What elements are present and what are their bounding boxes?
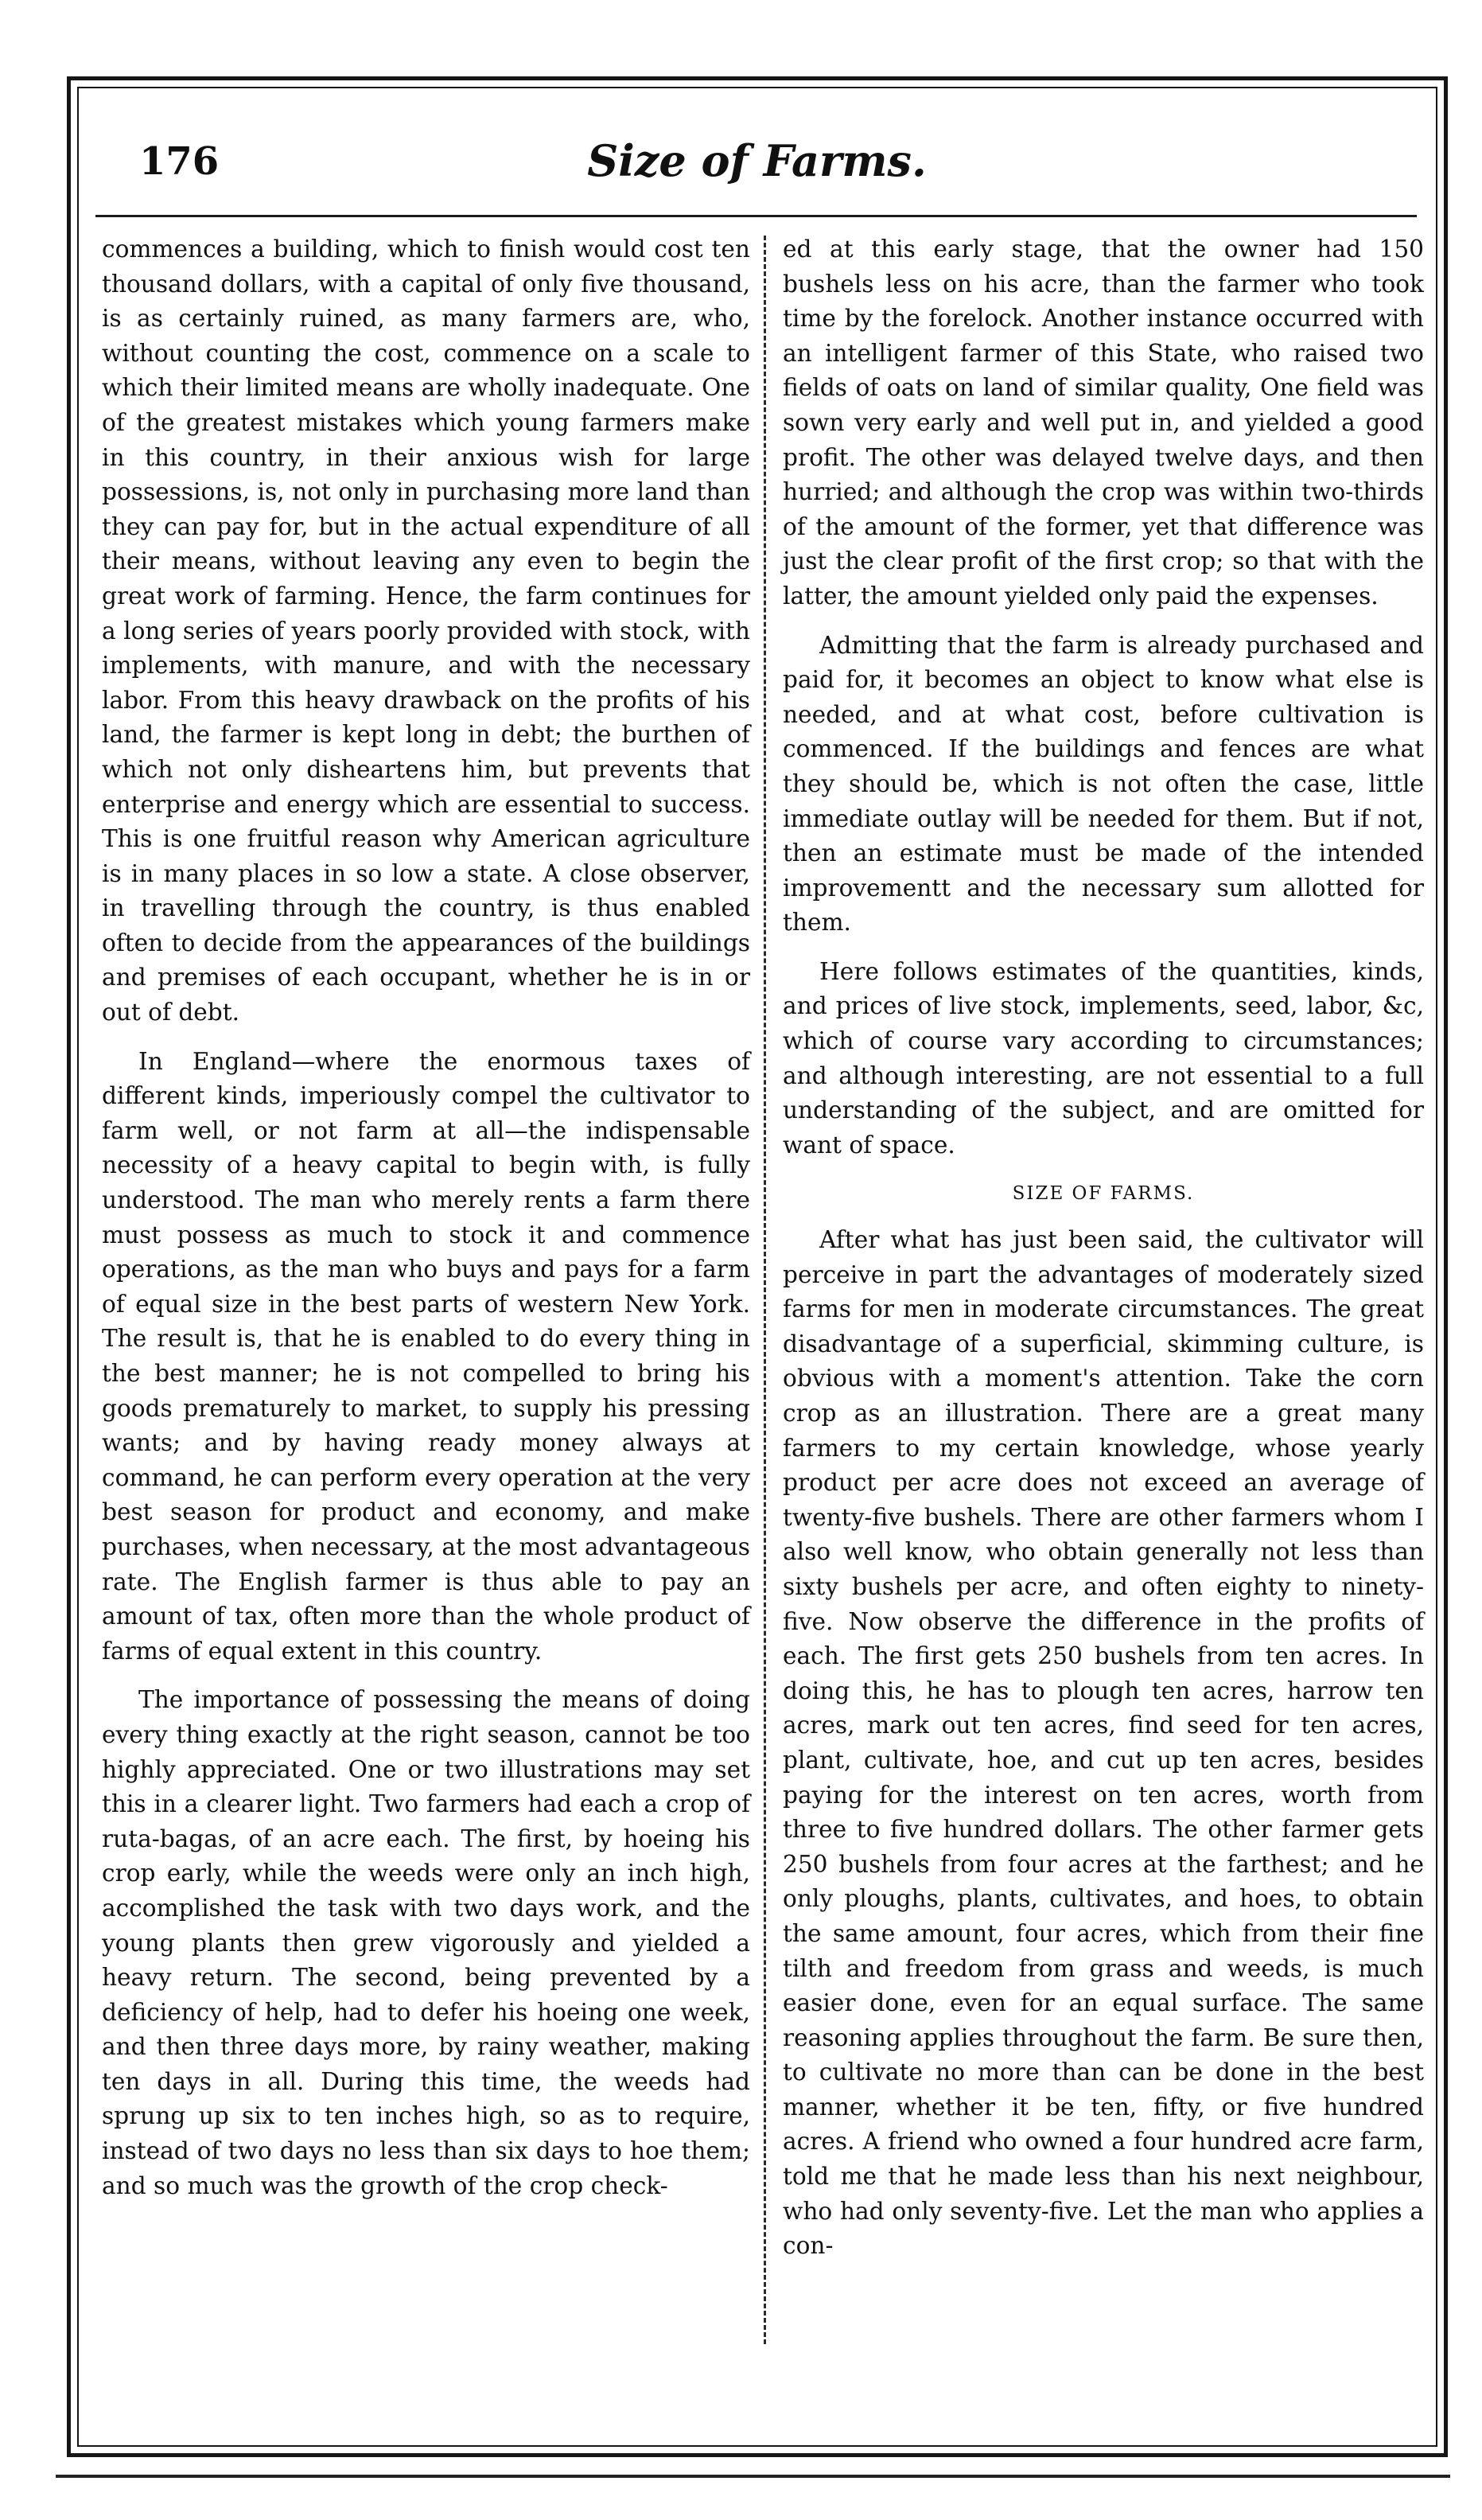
section-heading: SIZE OF FARMS. [1012,1183,1195,1205]
paragraph: Here follows estimates of the quantities, kinds, and prices of live stock, implements, seed, labor, &c, which of course vary according to circumstances; and although interesting, are not essential to a full understanding of the subject, and are omitted for want of space. [783,957,1424,1159]
page-header [80,135,1434,199]
paragraph: After what has just been said, the cultivator will perceive in part the advantages of moderately sized farms for men in moderate circumstances. The great disadvantage of a superficial, skimming culture, is obvious with a moment's attention. Take the corn crop as an illustration. There are a great many farmers to my certain knowledge, whose yearly product per acre does not exceed an average of twenty-five bushels. There are other farmers whom I also well know, who obtain generally not less than sixty bushels per acre, and often eighty to ninety-five. Now observe the difference in the profits of each. The first gets 250 bushels from ten acres. In doing this, he has to plough ten acres, harrow ten acres, mark out ten acres, find seed for ten acres, plant, cultivate, hoe, and cut up ten acres, besides paying for the interest on ten acres, worth from three to five hundred dollars. The other farmer gets 250 bushels from four acres at the farthest; and he only ploughs, plants, cultivates, and hoes, to obtain the same amount, four acres, which from their fine tilth and freedom from grass and weeds, is much easier done, even for an equal surface. The same reasoning applies throughout the farm. Be sure then, to cultivate no more than can be done in the best manner, whether it be ten, fifty, or five hundred acres. A friend who owned a four hundred acre farm, told me that he made less than his next neighbour, who had only seventy-five. Let the man who applies a con- [783,1226,1424,2260]
right-column [783,232,1424,2278]
bottom-rule [56,2475,1450,2478]
header-rule [95,215,1417,217]
running-title: Size of Farms. [587,135,927,186]
paragraph: Admitting that the farm is already purchased and paid for, it becomes an object to know what else is needed, and at what cost, before cultivation is commenced. If the buildings and fences are what they should be, which is not often the case, little immediate outlay will be needed for them. But if not, then an estimate must be made of the intended improvementt and the necessary sum allotted for them. [783,631,1424,937]
paragraph: In England—where the enormous taxes of different kinds, imperiously compel the cultivator to farm well, or not farm at all—the indispensable necessity of a heavy capital to begin with, is fully understood. The man who merely rents a farm there must possess as much to stock it and commence operations, as the man who buys and pays for a farm of equal size in the best parts of western New York. The result is, that he is enabled to do every thing in the best manner; he is not compelled to bring his goods prematurely to market, to supply his pressing wants; and by having ready money always at command, he can perform every operation at the very best season for product and economy, and make purchases, when necessary, at the most advantageous rate. The English farmer is thus able to pay an amount of tax, often more than the whole product of farms of equal extent in this country. [102,1047,750,1665]
paragraph: commences a building, which to finish would cost ten thousand dollars, with a capital of only five thousand, is as certainly ruined, as many farmers are, who, without counting the cost, commence on a scale to which their limited means are wholly inadequate. One of the greatest mistakes which young farmers make in this country, in their anxious wish for large possessions, is, not only in purchasing more land than they can pay for, but in the actual expenditure of all their means, without leaving any even to begin the great work of farming. Hence, the farm continues for a long series of years poorly provided with stock, with implements, with manure, and with the necessary labor. From this heavy drawback on the profits of his land, the farmer is kept long in debt; the burthen of which not only disheartens him, but prevents that enterprise and energy which are essential to success. This is one fruitful reason why American agriculture is in many places in so low a state. A close observer, in travelling through the country, is thus enabled often to decide from the appearances of the buildings and premises of each occupant, whether he is in or out of debt. [102,236,750,1026]
page-number: 176 [139,139,220,184]
column-divider [764,236,766,2344]
left-column [102,232,750,2218]
paragraph: The importance of possessing the means of doing every thing exactly at the right season, cannot be too highly appreciated. One or two illustrations may set this in a clearer light. Two farmers had each a crop of ruta-bagas, of an acre each. The first, by hoeing his crop early, while the weeds were only an inch high, accomplished the task with two days work, and the young plants then grew vigorously and yielded a heavy return. The second, being prevented by a deficiency of help, had to defer his hoeing one week, and then three days more, by rainy weather, making ten days in all. During this time, the weeds had sprung up six to ten inches high, so as to require, instead of two days no less than six days to hoe them; and so much was the growth of the crop check- [102,1686,750,2199]
paragraph: ed at this early stage, that the owner had 150 bushels less on his acre, than the farmer who took time by the forelock. Another instance occurred with an intelligent farmer of this State, who raised two fields of oats on land of similar quality, One field was sown very early and well put in, and yielded a good profit. The other was delayed twelve days, and then hurried; and although the crop was within two-thirds of the amount of the former, yet that difference was just the clear profit of the first crop; so that with the latter, the amount yielded only paid the expenses. [783,236,1424,610]
